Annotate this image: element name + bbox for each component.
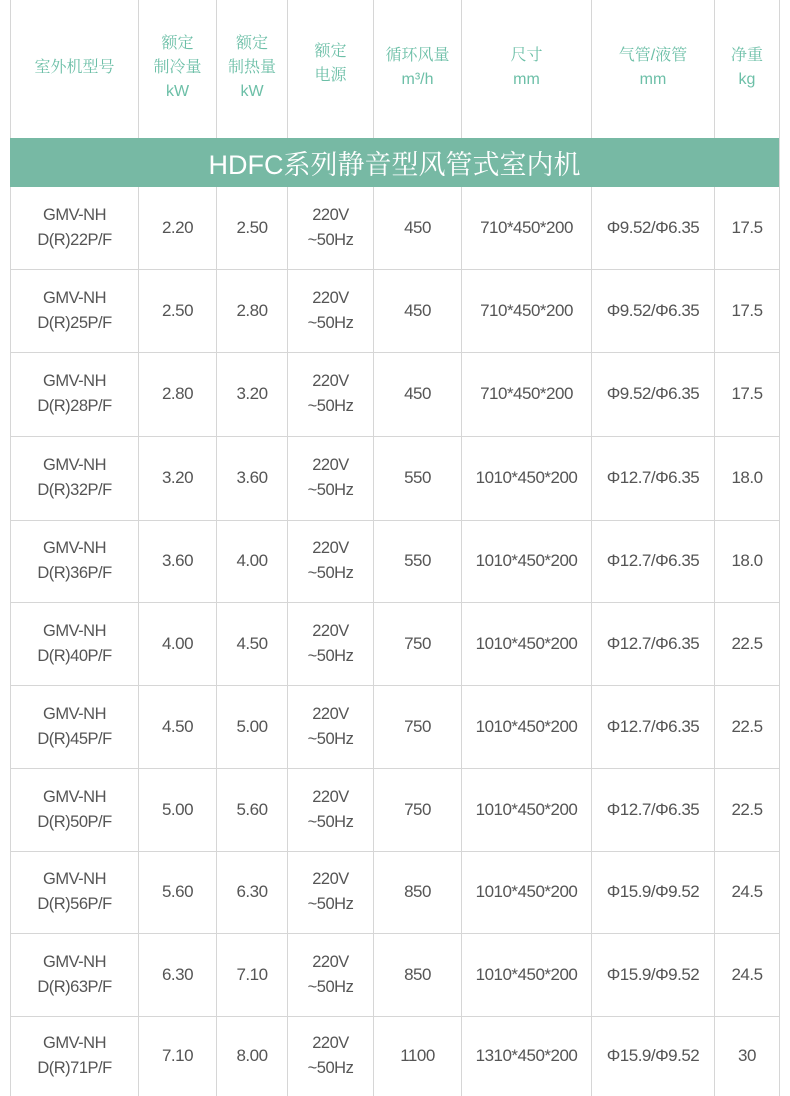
model-cell bbox=[11, 933, 138, 1016]
header-text: 额定 bbox=[235, 35, 268, 52]
cooling-cell: 5.00 bbox=[161, 799, 194, 819]
table-row bbox=[0, 1016, 790, 1096]
size-cell: 1010*450*200 bbox=[475, 551, 578, 570]
airflow-cell: 750 bbox=[404, 716, 431, 736]
power-cell-line: 220V bbox=[312, 621, 349, 640]
cooling-cell: 6.30 bbox=[161, 964, 194, 984]
header-text: 净重 bbox=[730, 47, 763, 64]
header-size bbox=[462, 0, 591, 136]
pipe-cell: Φ12.7/Φ6.35 bbox=[606, 799, 700, 819]
model-cell-line: D(R)28P/F bbox=[37, 397, 112, 415]
model-cell-line: D(R)50P/F bbox=[37, 812, 112, 831]
heating-cell: 4.00 bbox=[236, 551, 268, 570]
cooling-cell: 4.50 bbox=[161, 716, 194, 736]
airflow-cell: 1100 bbox=[400, 1046, 435, 1065]
model-cell-line: D(R)25P/F bbox=[37, 313, 112, 332]
section-title: HDFC系列静音型风管式室内机 bbox=[208, 150, 581, 180]
pipe-cell: Φ12.7/Φ6.35 bbox=[606, 551, 700, 570]
power-cell bbox=[288, 602, 373, 685]
power-cell-line: ~50Hz bbox=[307, 397, 354, 415]
header-unit: mm bbox=[639, 71, 667, 88]
table-row bbox=[0, 768, 790, 851]
model-cell-line: GMV-NH bbox=[43, 704, 106, 723]
airflow-cell: 450 bbox=[404, 218, 431, 237]
header-unit: m³/h bbox=[401, 71, 434, 88]
power-cell-line: ~50Hz bbox=[307, 1059, 354, 1077]
power-cell bbox=[288, 352, 373, 436]
header-heating bbox=[217, 0, 287, 136]
power-cell-line: 220V bbox=[312, 787, 349, 806]
size-cell: 1310*450*200 bbox=[475, 1046, 578, 1065]
header-model bbox=[11, 0, 138, 136]
header-text: 循环风量 bbox=[385, 47, 450, 64]
size-cell: 1010*450*200 bbox=[475, 799, 578, 819]
weight-cell: 17.5 bbox=[731, 300, 763, 320]
power-cell-line: 220V bbox=[312, 456, 349, 474]
pipe-cell: Φ12.7/Φ6.35 bbox=[606, 633, 700, 653]
size-cell: 710*450*200 bbox=[480, 384, 573, 403]
model-cell bbox=[11, 851, 138, 933]
cooling-cell: 2.80 bbox=[161, 384, 194, 403]
weight-cell: 24.5 bbox=[731, 964, 763, 984]
weight-cell: 22.5 bbox=[731, 799, 763, 819]
cooling-cell: 7.10 bbox=[161, 1046, 194, 1065]
weight-cell: 22.5 bbox=[731, 716, 763, 736]
header-pipe bbox=[592, 0, 714, 136]
power-cell-line: 220V bbox=[312, 206, 349, 224]
weight-cell: 17.5 bbox=[731, 384, 763, 403]
power-cell-line: ~50Hz bbox=[307, 646, 354, 665]
heating-cell: 4.50 bbox=[236, 633, 268, 653]
model-cell-line: D(R)40P/F bbox=[37, 646, 112, 665]
model-cell-line: D(R)36P/F bbox=[37, 564, 112, 582]
power-cell bbox=[288, 520, 373, 602]
model-cell bbox=[11, 602, 138, 685]
pipe-cell: Φ12.7/Φ6.35 bbox=[606, 468, 700, 487]
model-cell-line: D(R)45P/F bbox=[37, 729, 112, 748]
header-text: 制冷量 bbox=[153, 59, 202, 76]
power-cell-line: ~50Hz bbox=[307, 313, 354, 332]
power-cell-line: 220V bbox=[312, 288, 349, 307]
size-cell: 1010*450*200 bbox=[475, 468, 578, 487]
header-text: 额定 bbox=[314, 43, 347, 60]
heating-cell: 3.20 bbox=[236, 384, 268, 403]
pipe-cell: Φ15.9/Φ9.52 bbox=[606, 882, 700, 901]
table-row bbox=[0, 602, 790, 685]
power-cell-line: ~50Hz bbox=[307, 895, 354, 913]
cooling-cell: 2.20 bbox=[161, 218, 194, 237]
size-cell: 1010*450*200 bbox=[475, 882, 578, 901]
header-power bbox=[288, 0, 373, 136]
table-row bbox=[0, 436, 790, 520]
heating-cell: 3.60 bbox=[236, 468, 268, 487]
model-cell bbox=[11, 685, 138, 768]
table-row bbox=[0, 187, 790, 269]
pipe-cell: Φ9.52/Φ6.35 bbox=[606, 218, 700, 237]
header-text: 电源 bbox=[314, 67, 347, 84]
header-text: 尺寸 bbox=[510, 47, 543, 64]
model-cell bbox=[11, 1016, 138, 1096]
model-cell-line: GMV-NH bbox=[43, 870, 106, 888]
pipe-cell: Φ9.52/Φ6.35 bbox=[606, 300, 700, 320]
power-cell-line: ~50Hz bbox=[307, 564, 354, 582]
header-text: 制热量 bbox=[227, 59, 276, 76]
power-cell bbox=[288, 851, 373, 933]
model-cell-line: GMV-NH bbox=[43, 288, 106, 307]
airflow-cell: 850 bbox=[404, 882, 431, 901]
pipe-cell: Φ9.52/Φ6.35 bbox=[606, 384, 700, 403]
weight-cell: 30 bbox=[738, 1046, 756, 1065]
size-cell: 1010*450*200 bbox=[475, 633, 578, 653]
cooling-cell: 5.60 bbox=[161, 882, 194, 901]
airflow-cell: 850 bbox=[404, 964, 431, 984]
heating-cell: 7.10 bbox=[236, 964, 268, 984]
cooling-cell: 3.60 bbox=[161, 551, 194, 570]
power-cell bbox=[288, 685, 373, 768]
header-text: 室外机型号 bbox=[34, 59, 115, 76]
heating-cell: 8.00 bbox=[236, 1046, 268, 1065]
pipe-cell: Φ15.9/Φ9.52 bbox=[606, 1046, 700, 1065]
section-title-bar bbox=[10, 138, 779, 187]
header-unit: kW bbox=[165, 83, 190, 100]
model-cell-line: D(R)22P/F bbox=[37, 231, 112, 249]
power-cell-line: 220V bbox=[312, 870, 349, 888]
model-cell bbox=[11, 520, 138, 602]
airflow-cell: 750 bbox=[404, 799, 431, 819]
header-airflow bbox=[374, 0, 461, 136]
table-row bbox=[0, 520, 790, 602]
weight-cell: 18.0 bbox=[731, 468, 763, 487]
model-cell bbox=[11, 768, 138, 851]
airflow-cell: 750 bbox=[404, 633, 431, 653]
header-unit: kW bbox=[240, 83, 264, 100]
power-cell-line: ~50Hz bbox=[307, 231, 354, 249]
model-cell bbox=[11, 269, 138, 352]
power-cell bbox=[288, 436, 373, 520]
cooling-cell: 4.00 bbox=[161, 633, 194, 653]
model-cell-line: GMV-NH bbox=[43, 787, 106, 806]
airflow-cell: 450 bbox=[404, 384, 431, 403]
size-cell: 1010*450*200 bbox=[475, 964, 578, 984]
weight-cell: 17.5 bbox=[731, 218, 763, 237]
table-row bbox=[0, 352, 790, 436]
weight-cell: 24.5 bbox=[731, 882, 763, 901]
power-cell-line: ~50Hz bbox=[307, 481, 354, 499]
pipe-cell: Φ12.7/Φ6.35 bbox=[606, 716, 700, 736]
model-cell bbox=[11, 352, 138, 436]
power-cell-line: ~50Hz bbox=[307, 977, 354, 996]
power-cell-line: ~50Hz bbox=[307, 729, 354, 748]
heating-cell: 5.00 bbox=[236, 716, 268, 736]
model-cell-line: D(R)32P/F bbox=[37, 481, 112, 499]
model-cell bbox=[11, 187, 138, 269]
power-cell-line: 220V bbox=[312, 704, 349, 723]
power-cell-line: 220V bbox=[312, 1034, 349, 1052]
weight-cell: 18.0 bbox=[731, 551, 763, 570]
model-cell-line: GMV-NH bbox=[43, 952, 106, 971]
power-cell-line: 220V bbox=[312, 372, 349, 390]
power-cell bbox=[288, 1016, 373, 1096]
model-cell-line: GMV-NH bbox=[43, 539, 106, 557]
power-cell-line: ~50Hz bbox=[307, 812, 354, 831]
model-cell-line: D(R)71P/F bbox=[37, 1059, 112, 1077]
header-text: 气管/液管 bbox=[618, 47, 688, 64]
heating-cell: 6.30 bbox=[236, 882, 268, 901]
size-cell: 710*450*200 bbox=[480, 218, 573, 237]
model-cell-line: GMV-NH bbox=[43, 372, 106, 390]
header-unit: kg bbox=[738, 71, 756, 88]
airflow-cell: 550 bbox=[404, 468, 431, 487]
table-row bbox=[0, 269, 790, 352]
table-row bbox=[0, 933, 790, 1016]
model-cell-line: GMV-NH bbox=[43, 621, 106, 640]
airflow-cell: 550 bbox=[404, 551, 431, 570]
airflow-cell: 450 bbox=[404, 300, 431, 320]
pipe-cell: Φ15.9/Φ9.52 bbox=[606, 964, 700, 984]
model-cell-line: D(R)63P/F bbox=[37, 977, 112, 996]
power-cell bbox=[288, 269, 373, 352]
heating-cell: 5.60 bbox=[236, 799, 268, 819]
header-weight bbox=[715, 0, 779, 136]
power-cell bbox=[288, 933, 373, 1016]
table-row bbox=[0, 851, 790, 933]
cooling-cell: 2.50 bbox=[161, 300, 194, 320]
heating-cell: 2.80 bbox=[236, 300, 268, 320]
model-cell-line: D(R)56P/F bbox=[37, 895, 112, 913]
size-cell: 1010*450*200 bbox=[475, 716, 578, 736]
header-text: 额定 bbox=[161, 35, 194, 52]
table-row bbox=[0, 685, 790, 768]
model-cell-line: GMV-NH bbox=[43, 456, 106, 474]
cooling-cell: 3.20 bbox=[161, 468, 194, 487]
model-cell bbox=[11, 436, 138, 520]
heating-cell: 2.50 bbox=[236, 218, 268, 237]
header-unit: mm bbox=[513, 71, 540, 88]
model-cell-line: GMV-NH bbox=[43, 1034, 106, 1052]
power-cell-line: 220V bbox=[312, 539, 349, 557]
size-cell: 710*450*200 bbox=[480, 300, 573, 320]
power-cell bbox=[288, 187, 373, 269]
model-cell-line: GMV-NH bbox=[43, 206, 106, 224]
power-cell-line: 220V bbox=[312, 952, 349, 971]
header-cooling bbox=[139, 0, 216, 136]
weight-cell: 22.5 bbox=[731, 633, 763, 653]
power-cell bbox=[288, 768, 373, 851]
